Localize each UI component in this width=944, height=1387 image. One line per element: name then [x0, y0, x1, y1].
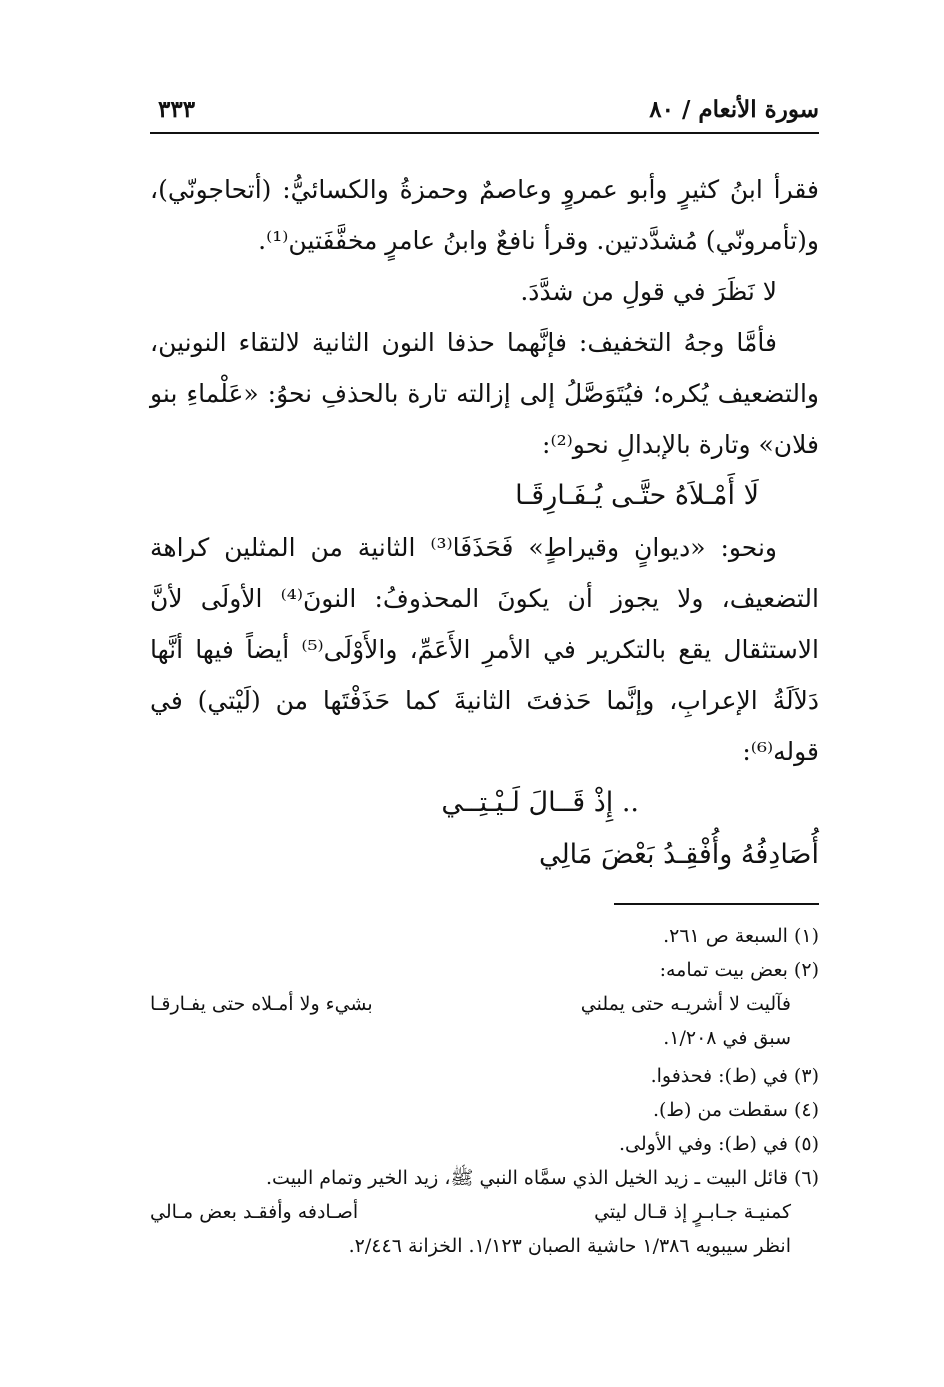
running-title: سورة الأنعام / ٨٠	[649, 96, 819, 123]
footnote-5: (٥) في (ط): وفي الأولى.	[619, 1133, 819, 1155]
verse-2-second-hemistich: أُصَادِفُهُ وأُفْقِـدُ بَعْضَ مَالِي	[538, 839, 819, 870]
header-rule	[150, 132, 819, 134]
footnote-6-reference: انظر سيبويه ١/٣٨٦ حاشية الصبان ١/١٢٣. الخزانة ٢/٤٤٦.	[348, 1235, 791, 1257]
footnote-2-reference: سبق في ١/٢٠٨.	[663, 1027, 791, 1049]
footnote-6-verse	[150, 1195, 819, 1229]
footnote-6-verse-a: كمنيـة جـابـرٍ إذ قـال ليتي	[594, 1201, 791, 1223]
main-text	[150, 164, 819, 881]
footnote-6: (٦) قائل البيت ـ زيد الخيل الذي سمَّاه النبي ﷺ، زيد الخير وتمام البيت.	[266, 1167, 819, 1189]
paragraph-1: فقرأ ابنُ كثيرٍ وأبو عمروٍ وعاصمٌ وحمزةُ والكسائيُّ: (أتحاجونّي)، و(تأمرونّي) مُشدَّدتين. وقرأ نافعٌ وابنُ عامرٍ مخفَّفَتين⁽¹⁾.	[150, 175, 819, 255]
page-header	[150, 96, 819, 130]
footnote-rule-wrap	[150, 881, 819, 905]
book-page	[150, 96, 819, 1347]
verse-2-first-hemistich: .. إِذْ قَــالَ لَـيْـتِــي	[441, 787, 639, 818]
footnote-2-verse	[150, 987, 819, 1021]
footnote-1: (١) السبعة ص ٢٦١.	[663, 925, 819, 947]
paragraph-3: فأمَّا وجهُ التخفيف: فإنَّهما حذفا النون الثانية لالتقاء النونين، والتضعيف يُكره؛ فيُتَوَصَّلُ إلى إزالته تارة بالحذفِ نحوُ: «عَلْماءِ بنو فلان» وتارة بالإبدالِ نحو⁽²⁾:	[150, 328, 819, 459]
footnote-3: (٣) في (ط): فحذفوا.	[650, 1065, 819, 1087]
page-number: ٣٣٣	[158, 96, 196, 123]
footnote-4: (٤) سقطت من (ط).	[652, 1099, 819, 1121]
footnote-2-verse-b: بشيء ولا أمـلاه حتى يفـارقـا	[150, 993, 373, 1015]
paragraph-4: ونحو: «ديوانٍ وقيراطٍ» فَحَذَفَا⁽³⁾ الثانية من المثلين كراهة التضعيف، ولا يجوز أن يكونَ المحذوفُ: النونَ⁽⁴⁾ الأولَى لأنَّ الاستثقال يقع بالتكرير في الأمرِ الأَعَمِّ، والأَوْلَى⁽⁵⁾ أيضاً فيها أنَّها دَلاَلَةُ الإعرابِ، وإنَّما حَذفتَ الثانيةَ كما حَذَفْتَها من (لَيْتي) في قوله⁽⁶⁾:	[150, 533, 819, 766]
verse-1: لَا أَمْـلاَهُ حتَّـى يُـفَـارِقَـا	[515, 480, 759, 511]
footnote-6-verse-b: أصـادفه وأفقـد بعض مـالي	[150, 1201, 359, 1223]
footnotes	[150, 919, 819, 1263]
paragraph-2: لا نَظَرَ في قولِ من شدَّدَ.	[520, 277, 777, 306]
footnote-rule	[614, 903, 819, 905]
footnote-2: (٢) بعض بيت تمامه:	[659, 959, 819, 981]
footnote-2-verse-a: فآليت لا أشريـه حتى يملني	[580, 993, 791, 1015]
